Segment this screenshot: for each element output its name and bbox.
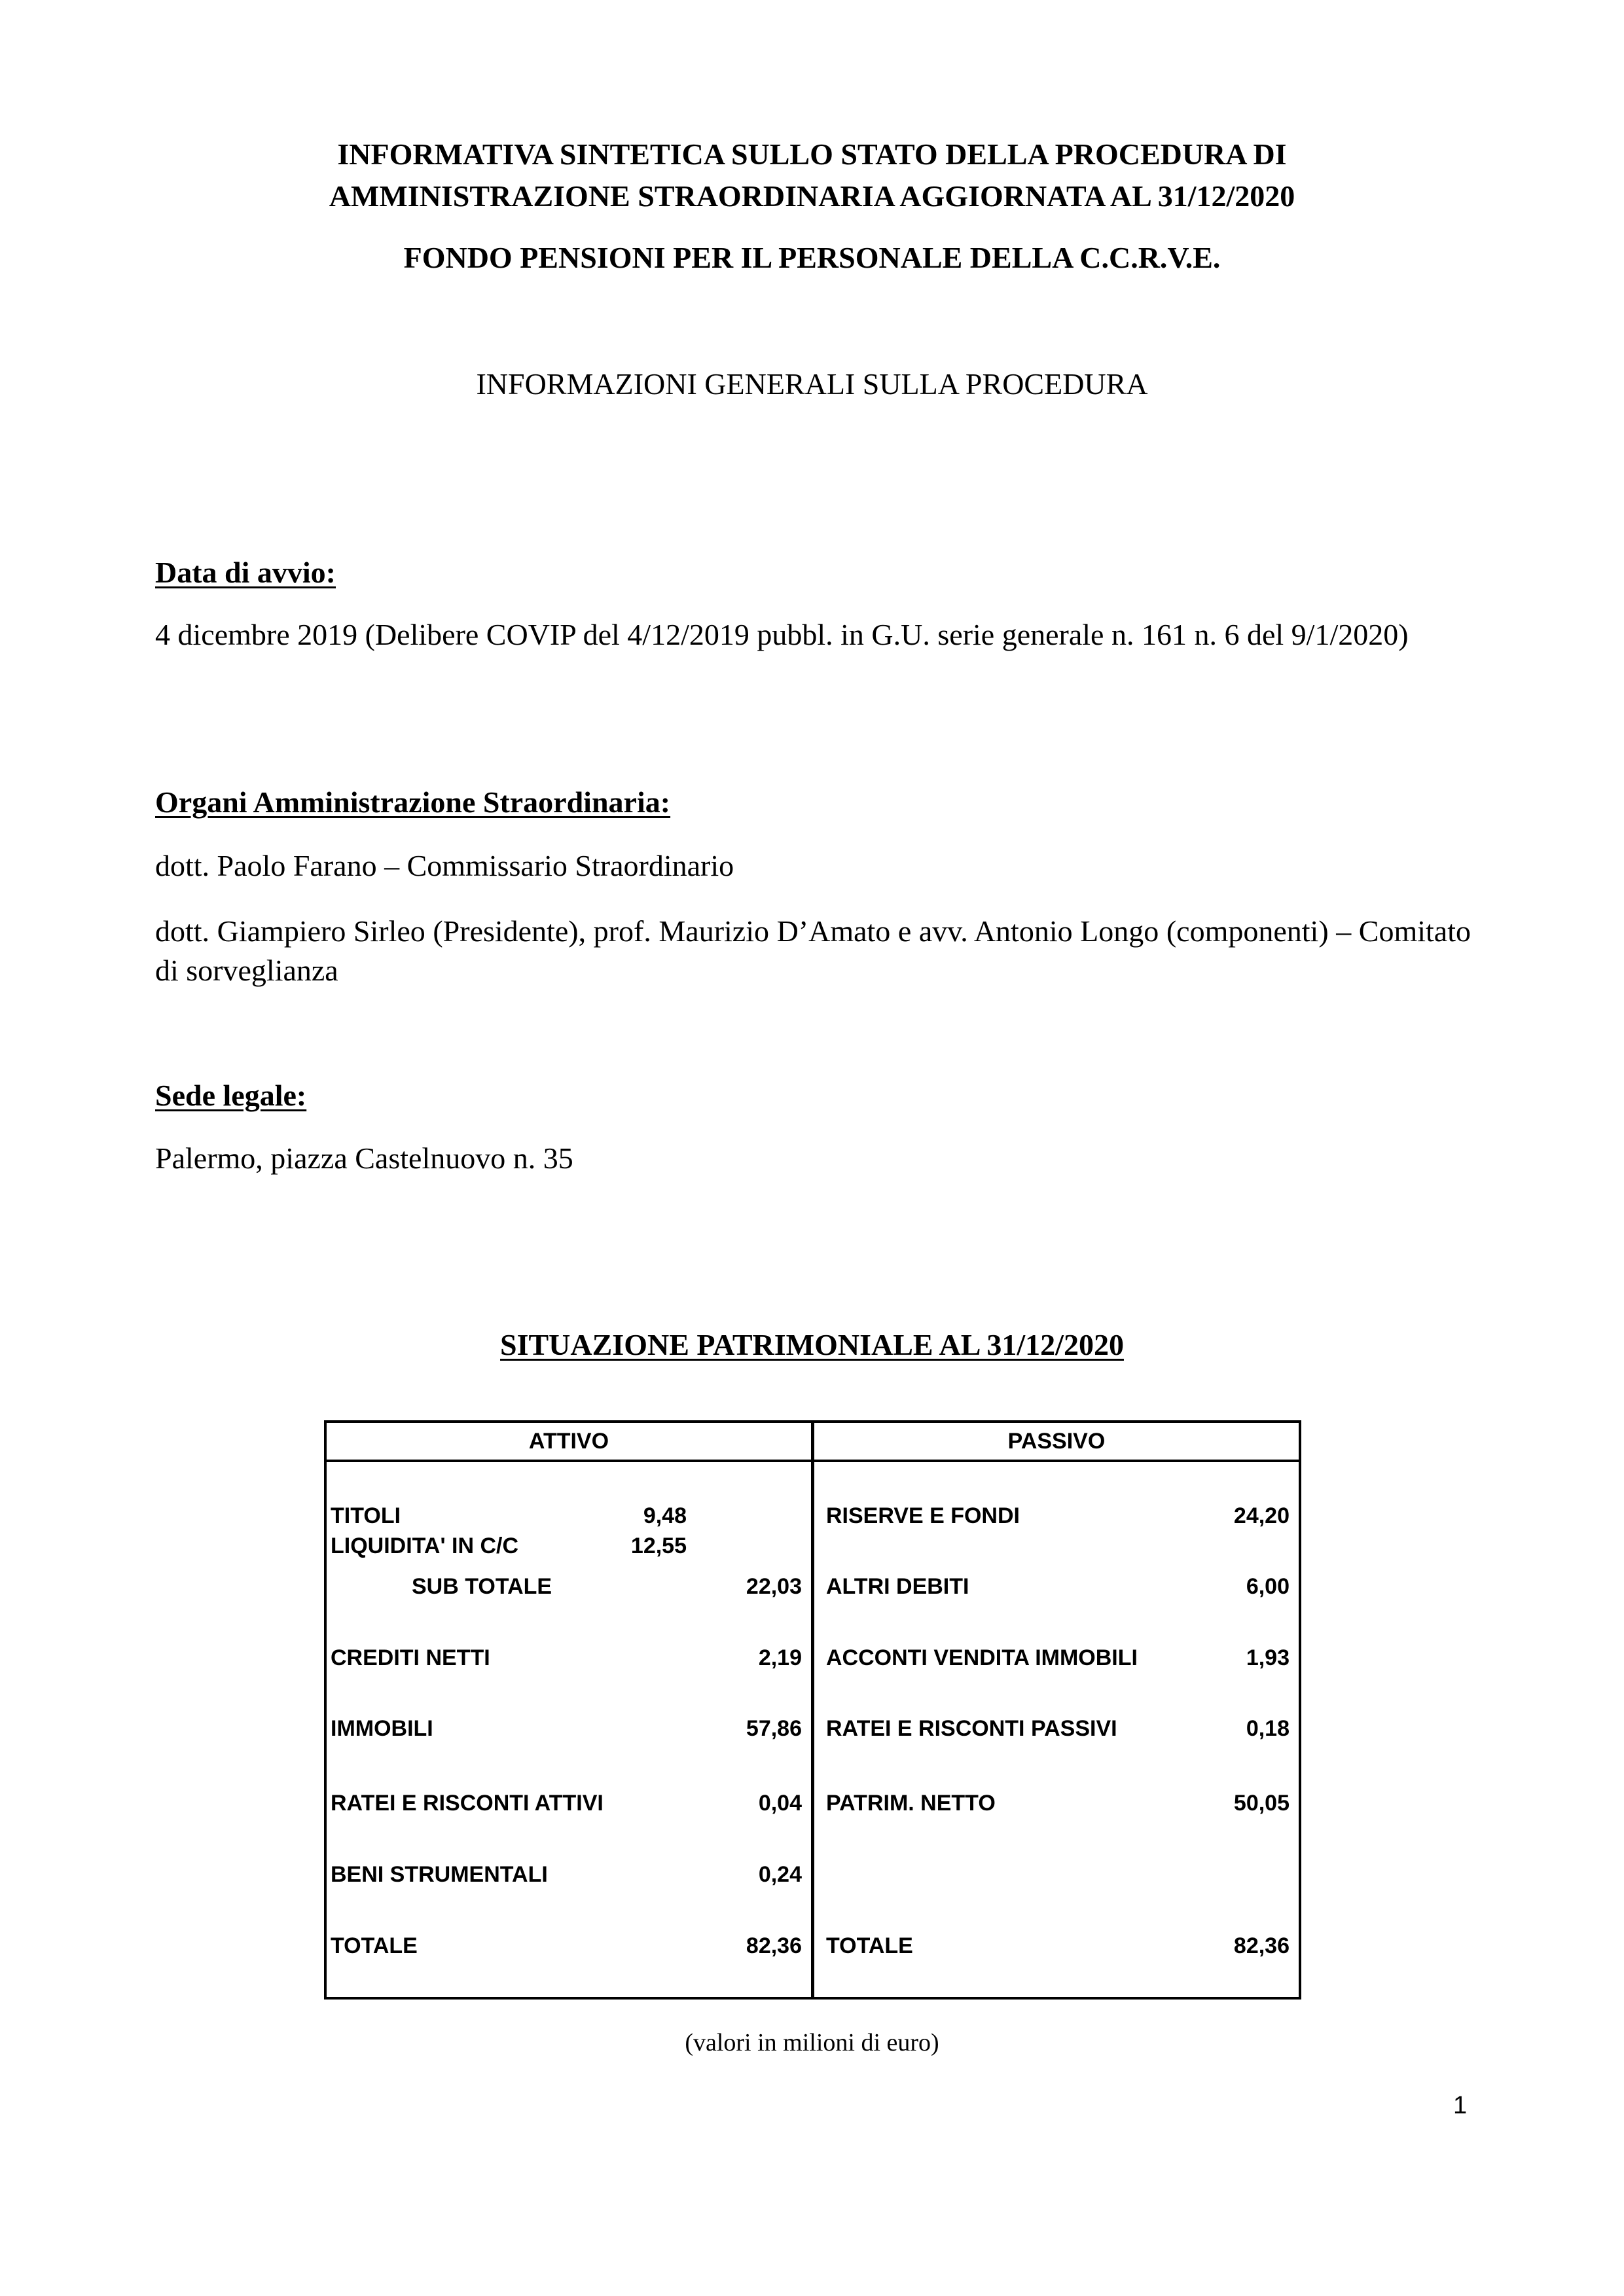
row-value: 1,93 [1246,1645,1290,1670]
row-value: 22,03 [746,1574,802,1599]
table-caption: (valori in milioni di euro) [685,2029,939,2056]
table-row [814,1712,1299,1745]
title-line-2: AMMINISTRAZIONE STRAORDINARIA AGGIORNATA AL 31/12/2020 [329,179,1295,213]
table-row [814,1787,1299,1820]
table-row [327,1929,811,1962]
bodies-heading: Organi Amministrazione Straordinaria: [155,785,671,819]
row-value: 9,48 [643,1503,687,1528]
commissioner-text: dott. Paolo Farano – Commissario Straordinario [155,849,734,882]
start-date-text: 4 dicembre 2019 (Delibere COVIP del 4/12/2019 pubbl. in G.U. serie generale n. 161 n. 6 del 9/1/2020) [155,618,1409,651]
row-label: ACCONTI VENDITA IMMOBILI [826,1645,1138,1670]
fund-name: FONDO PENSIONI PER IL PERSONALE DELLA C.C.R.V.E. [403,241,1221,274]
row-label: LIQUIDITA' IN C/C [331,1534,518,1558]
row-value: 82,36 [746,1933,802,1958]
row-value: 50,05 [1233,1791,1290,1816]
row-value: 82,36 [1233,1933,1290,1958]
balance-title-wrap [0,1325,1624,1365]
row-label: BENI STRUMENTALI [331,1862,548,1887]
table-row [327,1641,811,1674]
row-value: 2,19 [758,1645,802,1670]
attivo-header: ATTIVO [327,1423,811,1462]
row-value: 6,00 [1246,1574,1290,1599]
row-value: 0,04 [758,1791,802,1816]
row-label: RATEI E RISCONTI ATTIVI [331,1791,604,1816]
balance-table [324,1420,1301,2000]
attivo-column [327,1423,811,1997]
table-row [327,1712,811,1745]
row-label: TOTALE [331,1933,418,1958]
section-subtitle: INFORMAZIONI GENERALI SULLA PROCEDURA [476,367,1148,401]
row-label: ALTRI DEBITI [826,1574,969,1599]
row-value: 12,55 [630,1534,687,1558]
row-value: 57,86 [746,1716,802,1741]
table-row [327,1570,811,1603]
row-label: RATEI E RISCONTI PASSIVI [826,1716,1117,1741]
balance-title: SITUAZIONE PATRIMONIALE AL 31/12/2020 [500,1328,1124,1361]
row-label: CREDITI NETTI [331,1645,490,1670]
start-date-heading: Data di avvio: [155,556,336,589]
page-number: 1 [1453,2092,1468,2119]
row-value: 0,18 [1246,1716,1290,1741]
passivo-header: PASSIVO [814,1423,1299,1462]
office-heading: Sede legale: [155,1079,307,1112]
table-row [814,1499,1299,1532]
row-label: SUB TOTALE [412,1574,552,1599]
title-line-1: INFORMATIVA SINTETICA SULLO STATO DELLA PROCEDURA DI [337,137,1287,171]
passivo-column [814,1423,1299,1997]
row-label: PATRIM. NETTO [826,1791,996,1816]
table-row [814,1929,1299,1962]
table-row [814,1570,1299,1603]
table-row [327,1858,811,1891]
office-address: Palermo, piazza Castelnuovo n. 35 [155,1141,573,1175]
row-label: TOTALE [826,1933,913,1958]
table-row [327,1530,811,1562]
table-row [814,1641,1299,1674]
row-label: RISERVE E FONDI [826,1503,1020,1528]
table-row [327,1787,811,1820]
row-value: 24,20 [1233,1503,1290,1528]
row-label: IMMOBILI [331,1716,433,1741]
table-row [327,1499,811,1532]
committee-text: dott. Giampiero Sirleo (Presidente), prof. Maurizio D’Amato e avv. Antonio Longo (componenti) – Comitato di sorveglianza [155,914,1471,987]
row-value: 0,24 [758,1862,802,1887]
row-label: TITOLI [331,1503,401,1528]
